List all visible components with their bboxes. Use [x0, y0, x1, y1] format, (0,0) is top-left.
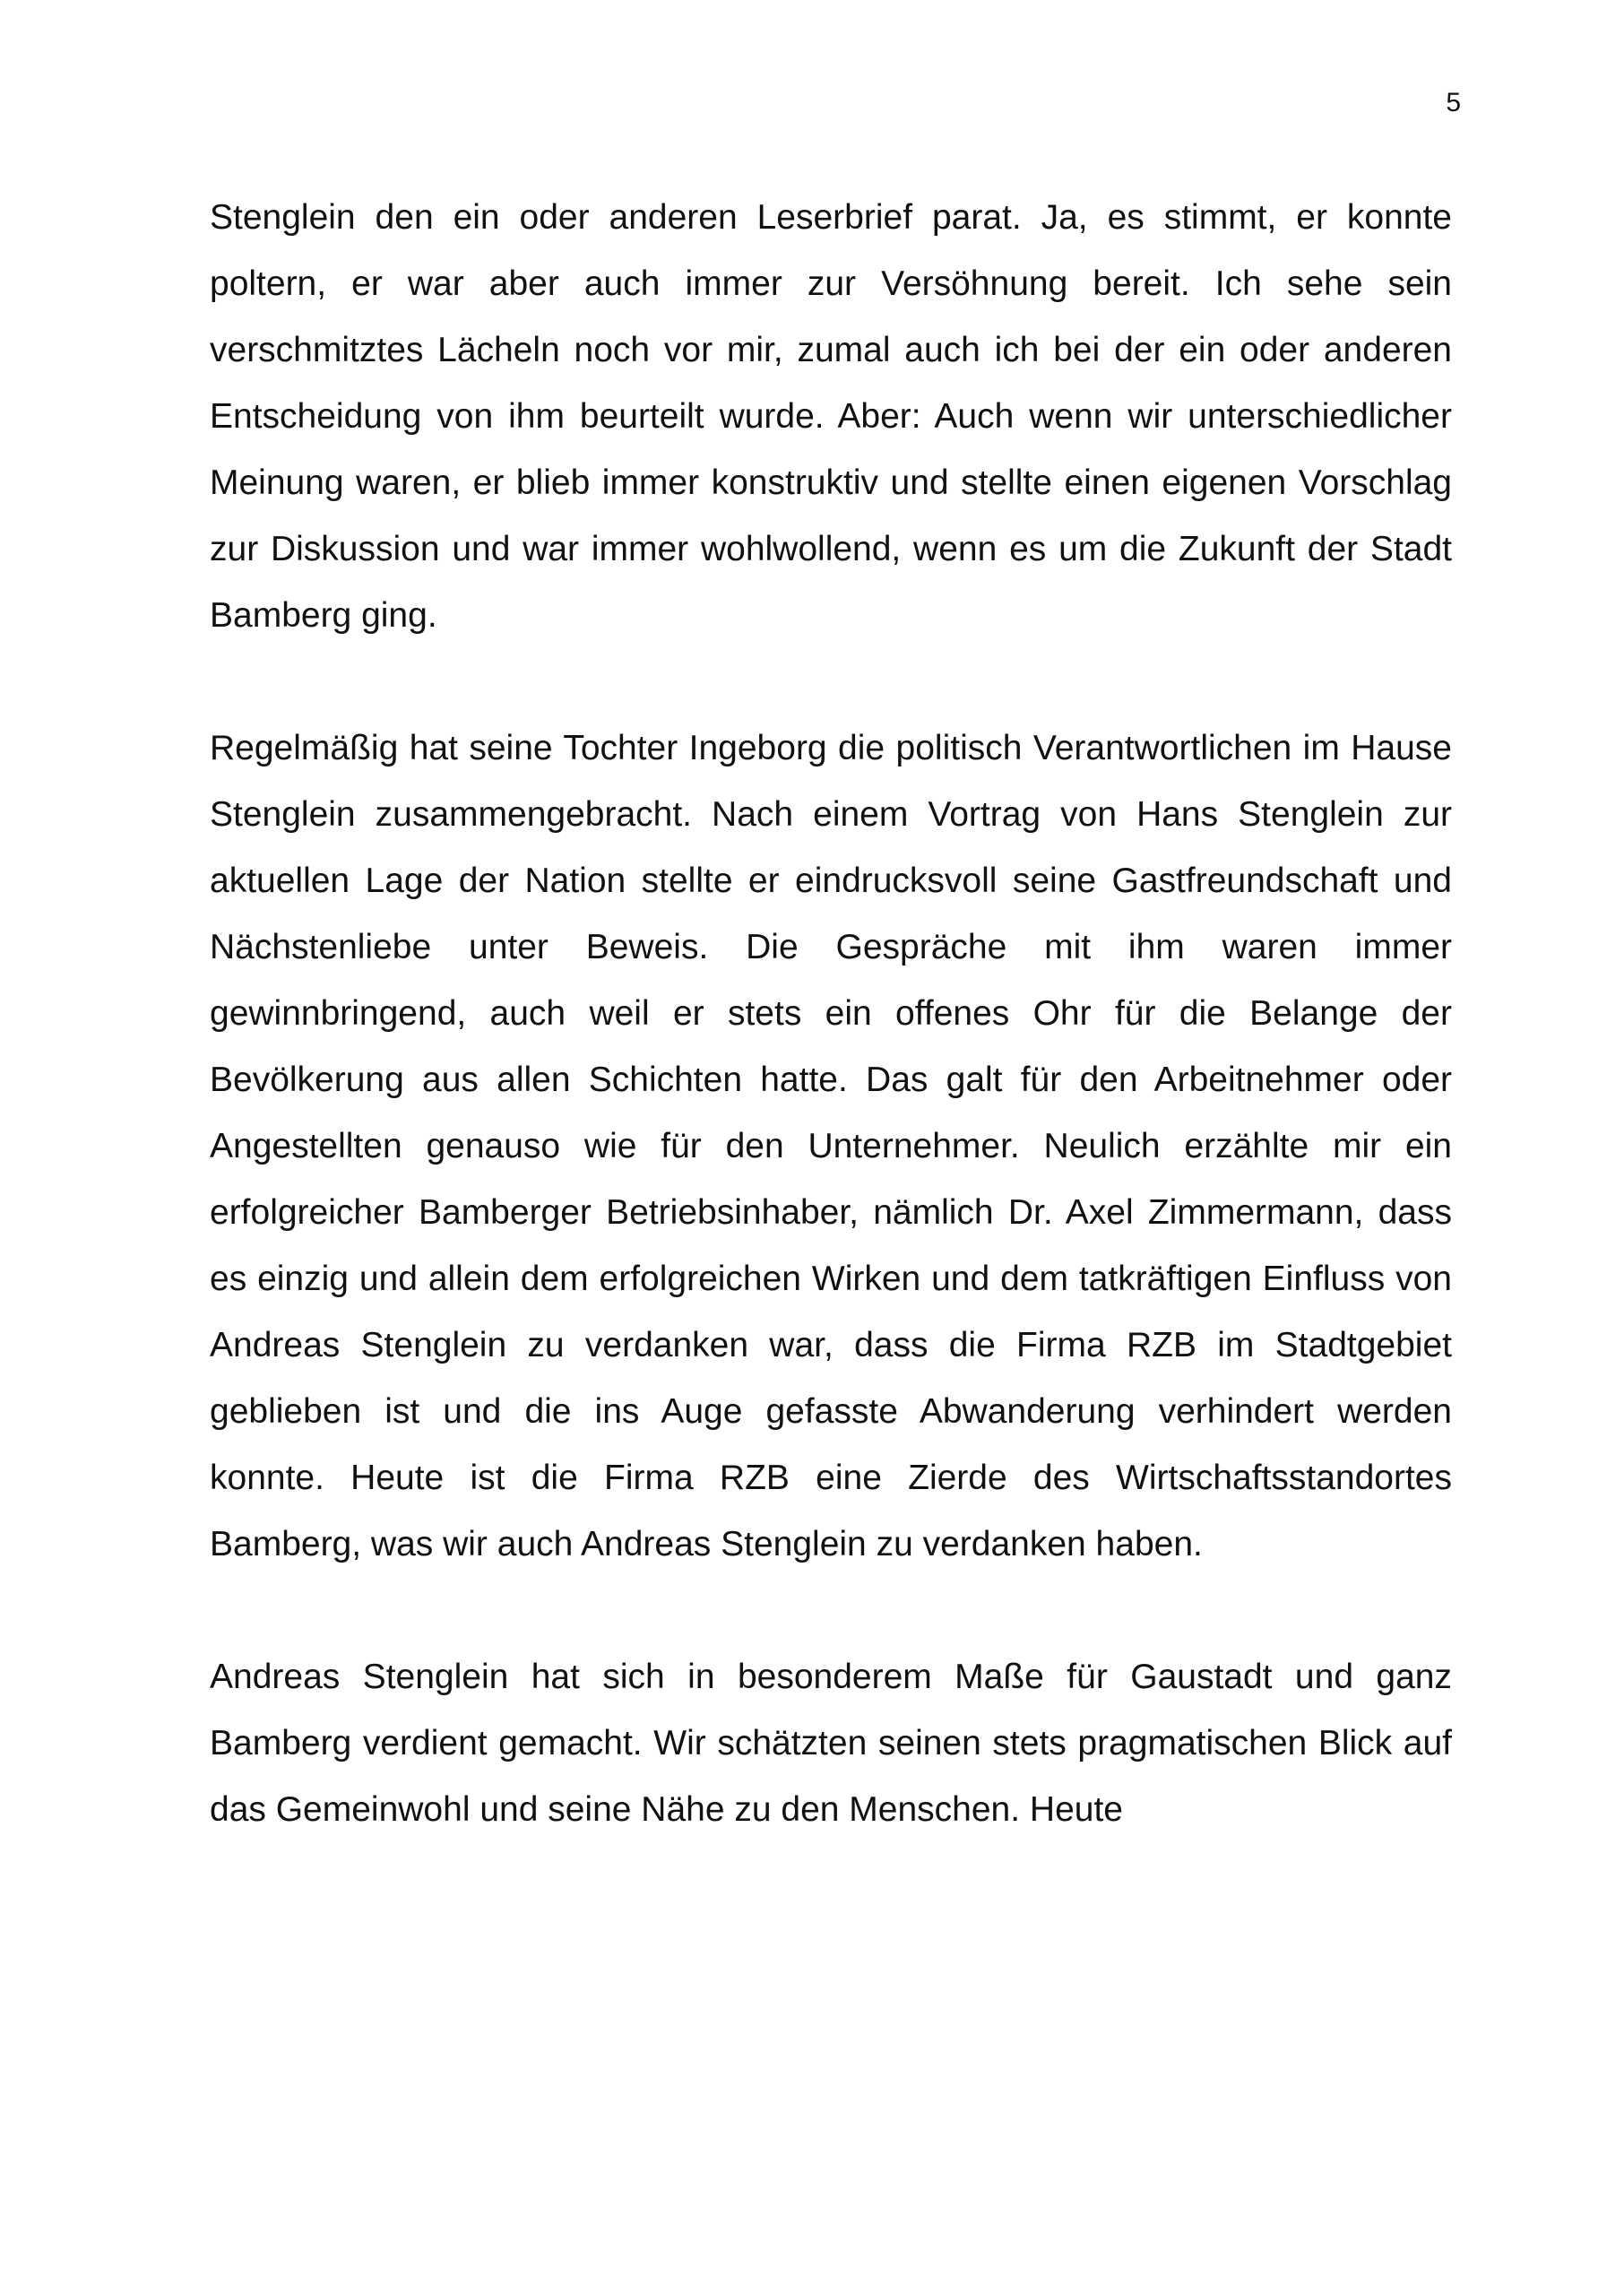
- paragraph-1: Stenglein den ein oder anderen Leserbrief parat. Ja, es stimmt, er konnte poltern, er war aber auch immer zur Versöhnung bereit. Ich sehe sein verschmitztes Lächeln noch vor mir, zumal auch ich bei der ein oder anderen Entscheidung von ihm beurteilt wurde. Aber: Auch wenn wir unterschiedlicher Meinung waren, er blieb immer konstruktiv und stellte einen eigenen Vorschlag zur Diskussion und war immer wohlwollend, wenn es um die Zukunft der Stadt Bamberg ging.: [210, 198, 1452, 635]
- paragraph-3: Andreas Stenglein hat sich in besonderem Maße für Gaustadt und ganz Bamberg verdient gemacht. Wir schätzten seinen stets pragmatischen Blick auf das Gemeinwohl und seine Nähe zu den Menschen. Heute: [210, 1658, 1452, 1829]
- body-text: [210, 185, 1452, 1843]
- page-number: 5: [1446, 88, 1461, 117]
- paragraph-2: Regelmäßig hat seine Tochter Ingeborg die politisch Verantwortlichen im Hause Stenglein zusammengebracht. Nach einem Vortrag von Hans Stenglein zur aktuellen Lage der Nation stellte er eindrucksvoll seine Gastfreundschaft und Nächstenliebe unter Beweis. Die Gespräche mit ihm waren immer gewinnbringend, auch weil er stets ein offenes Ohr für die Belange der Bevölkerung aus allen Schichten hatte. Das galt für den Arbeitnehmer oder Angestellten genauso wie für den Unternehmer. Neulich erzählte mir ein erfolgreicher Bamberger Betriebsinhaber, nämlich Dr. Axel Zimmermann, dass es einzig und allein dem erfolgreichen Wirken und dem tatkräftigen Einfluss von Andreas Stenglein zu verdanken war, dass die Firma RZB im Stadtgebiet geblieben ist und die ins Auge gefasste Abwanderung verhindert werden konnte. Heute ist die Firma RZB eine Zierde des Wirtschaftsstandortes Bamberg, was wir auch Andreas Stenglein zu verdanken haben.: [210, 729, 1452, 1563]
